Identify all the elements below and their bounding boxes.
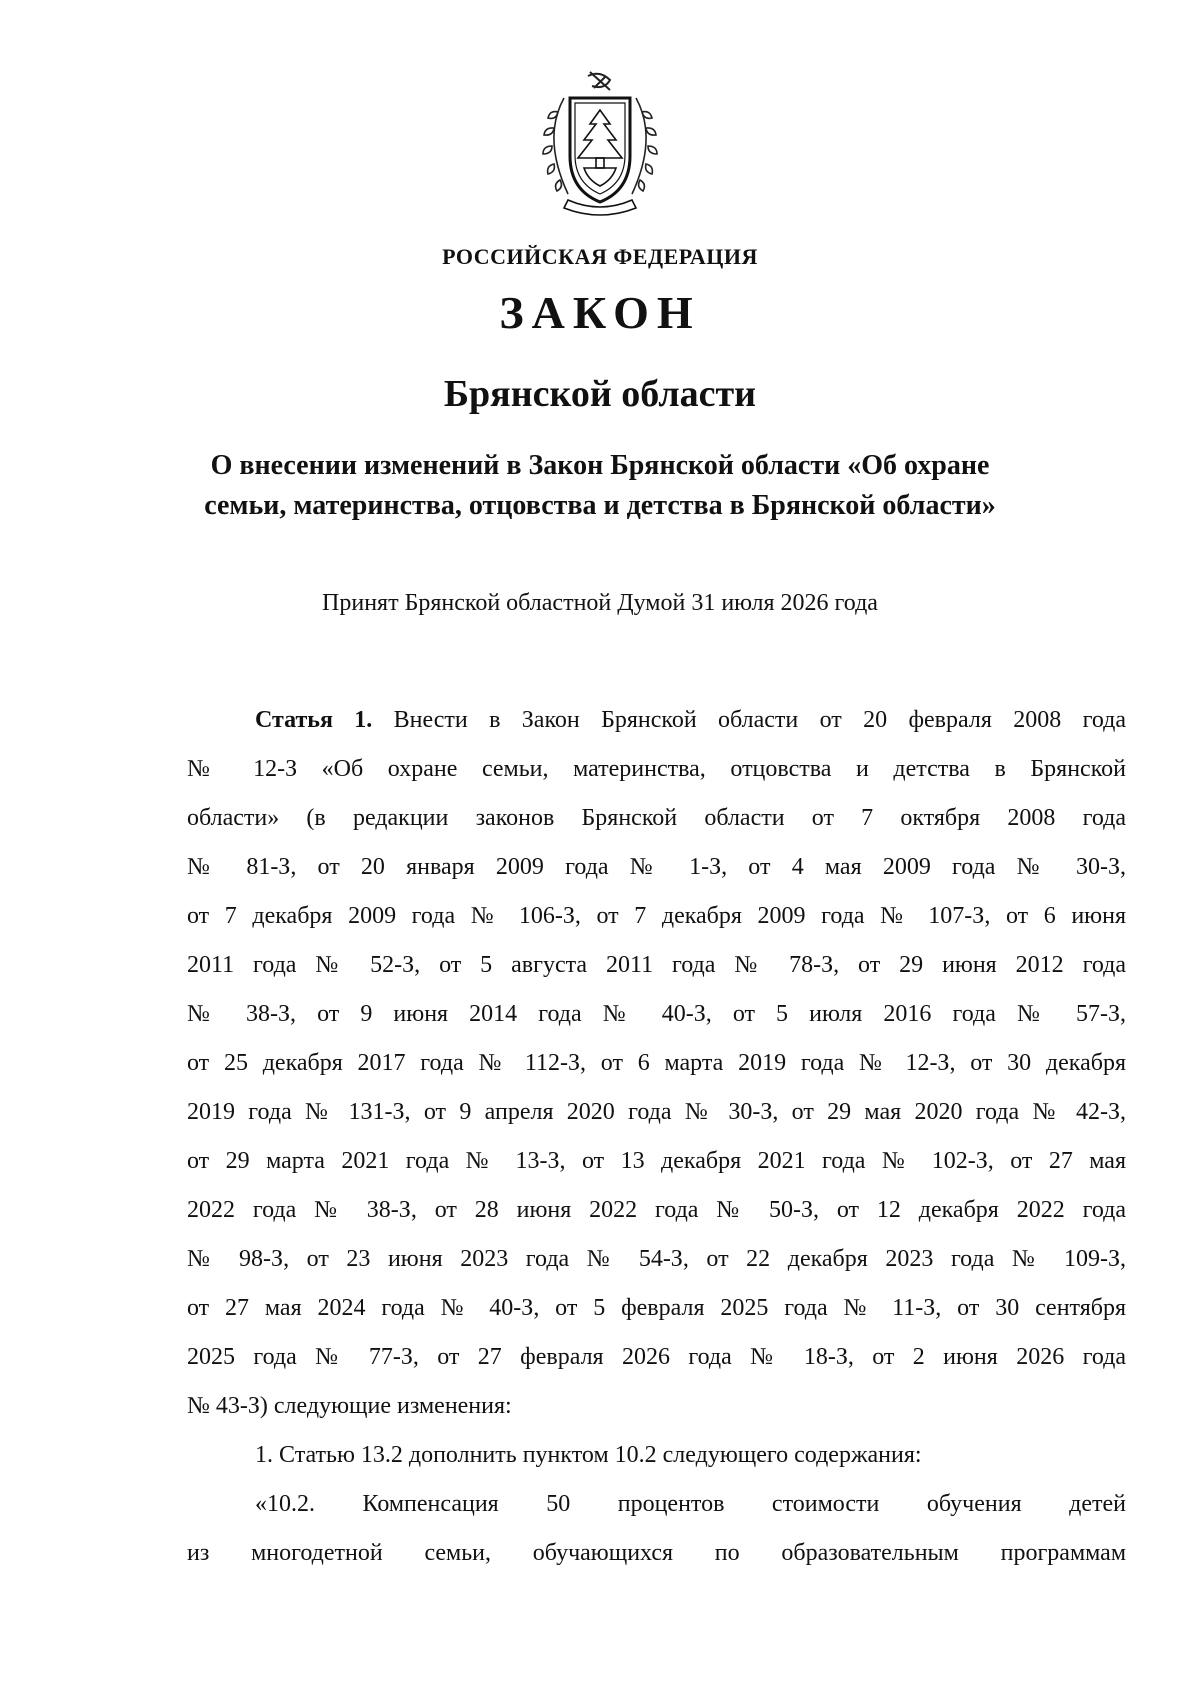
article-text-line: 2022 года № 38-З, от 28 июня 2022 года № 50-З, от 12 декабря 2022 года [187, 1197, 1126, 1223]
coat-of-arms-emblem [528, 68, 672, 218]
article-text-line: № 98-З, от 23 июня 2023 года № 54-З, от 22 декабря 2023 года № 109-З, [187, 1246, 1126, 1272]
document-type-heading: ЗАКОН [499, 287, 701, 338]
adoption-line: Принят Брянской областной Думой 31 июля 2026 года [322, 590, 878, 616]
article-text-line: 2019 года № 131-З, от 9 апреля 2020 года № 30-З, от 29 мая 2020 года № 42-З, [187, 1099, 1126, 1125]
law-title-line: семьи, материнства, отцовства и детства в Брянской области» [204, 490, 996, 521]
region-heading: Брянской области [443, 373, 757, 415]
article-text-line: от 27 мая 2024 года № 40-З, от 5 февраля 2025 года № 11-З, от 30 сентября [187, 1295, 1126, 1321]
article-text-line: области» (в редакции законов Брянской области от 7 октября 2008 года [187, 805, 1126, 831]
article-text-line: № 43-З) следующие изменения: [187, 1393, 512, 1419]
quote-line: «10.2. Компенсация 50 процентов стоимости обучения детей [255, 1491, 1126, 1517]
article-text-line: от 7 декабря 2009 года № 106-З, от 7 декабря 2009 года № 107-З, от 6 июня [187, 903, 1126, 929]
law-title-line: О внесении изменений в Закон Брянской области «Об охране [210, 450, 990, 481]
country-heading: РОССИЙСКАЯ ФЕДЕРАЦИЯ [442, 244, 758, 269]
quote-line: из многодетной семьи, обучающихся по образовательным программам [187, 1540, 1126, 1566]
law-title [150, 446, 1050, 526]
document-body [187, 696, 1126, 1578]
article-label: Статья 1. [255, 707, 373, 733]
article-text: Внести в Закон Брянской области от 20 февраля 2008 года [393, 707, 1126, 733]
item-1-text: 1. Статью 13.2 дополнить пунктом 10.2 следующего содержания: [255, 1442, 922, 1468]
article-text-line: 2025 года № 77-З, от 27 февраля 2026 года № 18-З, от 2 июня 2026 года [187, 1344, 1126, 1370]
article-text-line: от 25 декабря 2017 года № 112-З, от 6 марта 2019 года № 12-З, от 30 декабря [187, 1050, 1126, 1076]
article-text-line: № 38-З, от 9 июня 2014 года № 40-З, от 5 июля 2016 года № 57-З, [187, 1001, 1126, 1027]
article-text-line: № 81-З, от 20 января 2009 года № 1-З, от 4 мая 2009 года № 30-З, [187, 854, 1126, 880]
article-text-line: 2011 года № 52-З, от 5 августа 2011 года № 78-З, от 29 июня 2012 года [187, 952, 1126, 978]
article-text-line: от 29 марта 2021 года № 13-З, от 13 декабря 2021 года № 102-З, от 27 мая [187, 1148, 1126, 1174]
article-text-line: № 12-З «Об охране семьи, материнства, отцовства и детства в Брянской [187, 756, 1126, 782]
article-1-first-line [187, 696, 1126, 745]
